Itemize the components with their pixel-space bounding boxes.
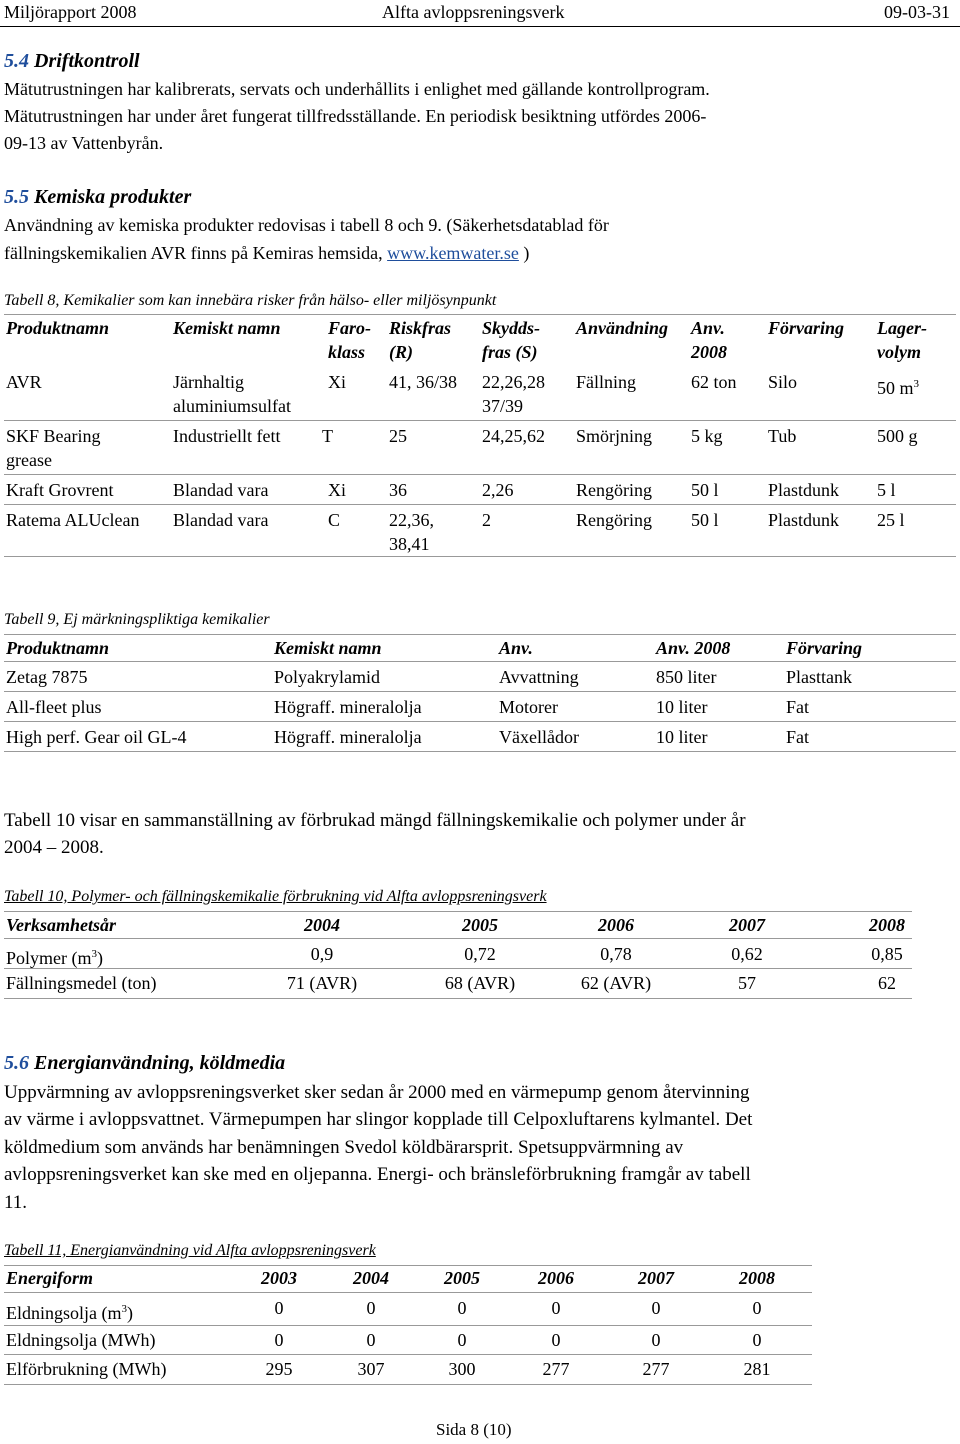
header-line: Faro- xyxy=(328,318,372,338)
header-line: (R) xyxy=(389,342,413,362)
table8-top-rule xyxy=(4,314,956,315)
cell-line: 37/39 xyxy=(482,396,524,416)
s56-line-3: köldmedium som används har benämningen Svedol köldbärarsprit. Spetsuppvärmning av xyxy=(4,1137,684,1158)
table11-caption xyxy=(4,1242,376,1260)
table11-bottom-rule xyxy=(4,1384,812,1385)
s56-line-1: Uppvärmning av avloppsreningsverket sker sedan år 2000 med en värmepump genom återvinning xyxy=(4,1082,750,1103)
header-line: Skydds- xyxy=(482,318,540,338)
superscript: 3 xyxy=(121,1303,127,1315)
cell-produkt: Kraft Grovrent xyxy=(6,480,114,500)
cell-2004: 0 xyxy=(366,1330,376,1350)
section-number: 5.5 xyxy=(4,186,29,208)
cell-kemiskt: Blandad vara xyxy=(173,510,269,530)
cell-kemiskt: Polyakrylamid xyxy=(274,667,380,687)
table8-caption: Tabell 8, Kemikalier som kan innebära risker från hälso- eller miljösynpunkt xyxy=(4,292,497,309)
cell-skydd: 2,26 xyxy=(482,480,514,500)
table8-header-faroklass xyxy=(328,316,371,364)
table11-header-2008: 2008 xyxy=(739,1268,775,1288)
cell-forvaring: Silo xyxy=(768,372,798,392)
cell-anv2008: 10 liter xyxy=(656,697,708,717)
section-title: Kemiska produkter xyxy=(34,186,192,208)
cell-2006: 0,78 xyxy=(600,944,632,964)
cell-line: 22,36, xyxy=(389,510,434,530)
cell-forvaring: Fat xyxy=(786,727,810,747)
cell-2007: 0 xyxy=(651,1298,661,1318)
cell-2008: 281 xyxy=(743,1359,771,1379)
cell-anv2008: 850 liter xyxy=(656,667,717,687)
header-report-title: Miljörapport 2008 xyxy=(4,2,137,22)
table9-header-forvaring: Förvaring xyxy=(786,638,863,658)
cell-label xyxy=(6,942,103,970)
section-5-6-heading xyxy=(4,1052,285,1075)
cell-line: grease xyxy=(6,450,52,470)
cell-2004: 0 xyxy=(366,1298,376,1318)
cell-value: 50 m xyxy=(877,378,914,398)
cell-faro: Xi xyxy=(328,372,346,392)
cell-2007: 277 xyxy=(642,1359,670,1379)
table9-caption: Tabell 9, Ej märkningspliktiga kemikalier xyxy=(4,611,270,628)
cell-2007: 0,62 xyxy=(731,944,763,964)
cell-line: SKF Bearing xyxy=(6,426,101,446)
table9-header-kemiskt-namn: Kemiskt namn xyxy=(274,638,382,658)
header-rule xyxy=(0,26,960,27)
section-number: 5.6 xyxy=(4,1052,29,1074)
row-divider xyxy=(4,691,956,692)
cell-skydd: 2 xyxy=(482,510,491,530)
header-plant-name: Alfta avloppsreningsverk xyxy=(382,2,565,22)
cell-skydd: 24,25,62 xyxy=(482,426,545,446)
cell-2005: 0 xyxy=(457,1330,467,1350)
label-end: ) xyxy=(127,1303,133,1323)
cell-forvaring: Fat xyxy=(786,697,810,717)
cell-2008: 62 xyxy=(878,973,896,993)
table10-header-2005: 2005 xyxy=(462,915,498,935)
table9-header-anv: Anv. xyxy=(499,638,533,658)
cell-kemiskt: Högraff. mineralolja xyxy=(274,697,422,717)
row-divider xyxy=(4,474,956,475)
row-divider xyxy=(4,938,912,939)
cell-faro: Xi xyxy=(328,480,346,500)
table11-header-2004: 2004 xyxy=(353,1268,389,1288)
cell-lagervolym xyxy=(877,372,919,400)
cell-anv2008: 10 liter xyxy=(656,727,708,747)
row-divider xyxy=(4,661,956,662)
section-title: Energianvändning, köldmedia xyxy=(34,1052,286,1074)
cell-anv: Växellådor xyxy=(499,727,579,747)
s55-line-2-text: fällningskemikalien AVR finns på Kemiras hemsida, xyxy=(4,243,388,263)
label-end: ) xyxy=(97,948,103,968)
cell-anv: Motorer xyxy=(499,697,558,717)
cell-2003: 0 xyxy=(274,1298,284,1318)
cell-2005: 300 xyxy=(448,1359,476,1379)
row-divider xyxy=(4,1354,812,1355)
page-number: Sida 8 (10) xyxy=(436,1420,512,1439)
caption-text: Tabell 10, Polymer- och fällningskemikalie förbrukning vid Alfta avloppsreningsverk xyxy=(4,888,547,905)
cell-anv2008: 5 kg xyxy=(691,426,723,446)
cell-lagervolym: 5 l xyxy=(877,480,896,500)
cell-risk xyxy=(389,508,434,556)
table10-intro-line-1: Tabell 10 visar en sammanställning av förbrukad mängd fällningskemikalie och polymer under år xyxy=(4,810,746,831)
row-divider xyxy=(4,1325,812,1326)
cell-2008: 0 xyxy=(752,1298,762,1318)
table11-header-2003: 2003 xyxy=(261,1268,297,1288)
header-line: Lager- xyxy=(877,318,927,338)
s55-line-1: Användning av kemiska produkter redovisas i tabell 8 och 9. (Säkerhetsdatablad för xyxy=(4,215,609,235)
cell-anvandning: Fällning xyxy=(576,372,637,392)
header-line: Riskfras xyxy=(389,318,452,338)
cell-produkt: Zetag 7875 xyxy=(6,667,88,687)
table10-header-verksamhetsar: Verksamhetsår xyxy=(6,915,117,935)
row-divider xyxy=(4,968,912,969)
cell-risk: 36 xyxy=(389,480,407,500)
cell-kemiskt xyxy=(173,370,291,418)
table10-header-2008: 2008 xyxy=(869,915,905,935)
cell-2005: 68 (AVR) xyxy=(444,973,516,993)
header-line: 2008 xyxy=(691,342,727,362)
cell-2004: 0,9 xyxy=(310,944,334,964)
cell-produkt: High perf. Gear oil GL-4 xyxy=(6,727,187,747)
cell-2007: 0 xyxy=(651,1330,661,1350)
table8-header-kemiskt-namn: Kemiskt namn xyxy=(173,318,281,338)
table8-header-skyddsfras xyxy=(482,316,540,364)
row-divider xyxy=(4,1292,812,1293)
s55-line-2 xyxy=(4,240,529,267)
cell-kemiskt: Högraff. mineralolja xyxy=(274,727,422,747)
header-line: Anv. xyxy=(691,318,725,338)
cell-kemiskt: Industriellt fett xyxy=(173,426,281,446)
cell-2003: 295 xyxy=(265,1359,293,1379)
table9-top-rule xyxy=(4,634,956,635)
cell-produkt: All-fleet plus xyxy=(6,697,102,717)
cell-2008: 0 xyxy=(752,1330,762,1350)
header-line: fras (S) xyxy=(482,342,538,362)
superscript: 3 xyxy=(913,378,920,390)
cell-2007: 57 xyxy=(738,973,756,993)
table11-header-energiform: Energiform xyxy=(6,1268,94,1288)
table8-header-anv-2008 xyxy=(691,316,727,364)
cell-label: Elförbrukning (MWh) xyxy=(6,1359,167,1379)
cell-produkt: Ratema ALUclean xyxy=(6,510,140,530)
cell-produkt xyxy=(6,424,101,472)
table9-header-produktnamn: Produktnamn xyxy=(6,638,110,658)
cell-label xyxy=(6,1297,133,1325)
section-5-5-heading xyxy=(4,186,191,209)
cell-label: Eldningsolja (MWh) xyxy=(6,1330,156,1350)
s56-line-5: 11. xyxy=(4,1192,28,1213)
cell-forvaring: Plastdunk xyxy=(768,480,840,500)
cell-2004: 71 (AVR) xyxy=(286,973,358,993)
section-title: Driftkontroll xyxy=(34,50,140,72)
table8-header-riskfras xyxy=(389,316,451,364)
superscript: 3 xyxy=(91,948,97,960)
s54-line-3: 09-13 av Vattenbyrån. xyxy=(4,133,164,153)
row-divider xyxy=(4,504,956,505)
cell-risk: 41, 36/38 xyxy=(389,372,458,392)
cell-lagervolym: 25 l xyxy=(877,510,905,530)
cell-label: Fällningsmedel (ton) xyxy=(6,973,157,993)
cell-line: aluminiumsulfat xyxy=(173,396,291,416)
table11-header-2005: 2005 xyxy=(444,1268,480,1288)
table8-header-anvandning: Användning xyxy=(576,318,669,338)
cell-anv2008: 50 l xyxy=(691,480,719,500)
cell-skydd xyxy=(482,370,545,418)
cell-produkt: AVR xyxy=(6,372,42,392)
section-5-4-heading xyxy=(4,50,140,73)
table10-header-2006: 2006 xyxy=(598,915,634,935)
cell-2006: 0 xyxy=(551,1298,561,1318)
cell-line: 38,41 xyxy=(389,534,430,554)
table11-header-2006: 2006 xyxy=(538,1268,574,1288)
cell-forvaring: Plasttank xyxy=(786,667,852,687)
s55-line-2-end: ) xyxy=(518,243,530,263)
cell-line: 22,26,28 xyxy=(482,372,545,392)
cell-2006: 0 xyxy=(551,1330,561,1350)
header-line: volym xyxy=(877,342,921,362)
cell-2004: 307 xyxy=(357,1359,385,1379)
table10-top-rule xyxy=(4,911,912,912)
label-text: Polymer (m xyxy=(6,948,92,968)
s56-line-4: avloppsreningsverket kan ske med en oljepanna. Energi- och bränsleförbrukning framgår av tabell xyxy=(4,1164,751,1185)
cell-2003: 0 xyxy=(274,1330,284,1350)
table8-header-forvaring: Förvaring xyxy=(768,318,845,338)
cell-2006: 277 xyxy=(542,1359,570,1379)
row-divider xyxy=(4,721,956,722)
header-line: klass xyxy=(328,342,366,362)
row-divider xyxy=(4,420,956,421)
table11-header-2007: 2007 xyxy=(638,1268,674,1288)
table10-caption xyxy=(4,888,547,906)
cell-line: Järnhaltig xyxy=(173,372,244,392)
cell-2008: 0,85 xyxy=(871,944,903,964)
cell-faro: C xyxy=(328,510,341,530)
cell-2005: 0 xyxy=(457,1298,467,1318)
table10-intro-line-2: 2004 – 2008. xyxy=(4,837,104,858)
kemwater-link[interactable]: www.kemwater.se xyxy=(387,243,519,263)
header-date: 09-03-31 xyxy=(884,2,950,22)
cell-anvandning: Rengöring xyxy=(576,480,652,500)
table8-header-produktnamn: Produktnamn xyxy=(6,318,110,338)
cell-forvaring: Plastdunk xyxy=(768,510,840,530)
section-number: 5.4 xyxy=(4,50,29,72)
table10-header-2004: 2004 xyxy=(304,915,340,935)
s54-line-1: Mätutrustningen har kalibrerats, servats och underhållits i enlighet med gällande kontrollprogram. xyxy=(4,79,710,99)
cell-anv2008: 62 ton xyxy=(691,372,737,392)
cell-kemiskt: Blandad vara xyxy=(173,480,269,500)
cell-anv2008: 50 l xyxy=(691,510,719,530)
table9-bottom-rule xyxy=(4,751,956,752)
label-text: Eldningsolja (m xyxy=(6,1303,122,1323)
caption-text: Tabell 11, Energianvändning vid Alfta avloppsreningsverk xyxy=(4,1242,376,1259)
s56-line-2: av värme i avloppsvattnet. Värmepumpen har slingor kopplade till Celpoxluftarens kylmantel. Det xyxy=(4,1109,753,1130)
table8-header-lagervolym xyxy=(877,316,927,364)
cell-anvandning: Smörjning xyxy=(576,426,653,446)
table10-bottom-rule xyxy=(4,998,912,999)
cell-risk: 25 xyxy=(389,426,407,446)
cell-2006: 62 (AVR) xyxy=(580,973,652,993)
table10-header-2007: 2007 xyxy=(729,915,765,935)
cell-anvandning: Rengöring xyxy=(576,510,652,530)
cell-2005: 0,72 xyxy=(464,944,496,964)
cell-lagervolym: 500 g xyxy=(877,426,918,446)
cell-faro: T xyxy=(322,426,333,446)
cell-forvaring: Tub xyxy=(768,426,797,446)
table8-bottom-rule xyxy=(4,556,956,557)
s54-line-2: Mätutrustningen har under året fungerat tillfredsställande. En periodisk besiktning utfördes 2006- xyxy=(4,106,707,126)
table9-header-anv-2008: Anv. 2008 xyxy=(656,638,731,658)
cell-anv: Avvattning xyxy=(499,667,579,687)
